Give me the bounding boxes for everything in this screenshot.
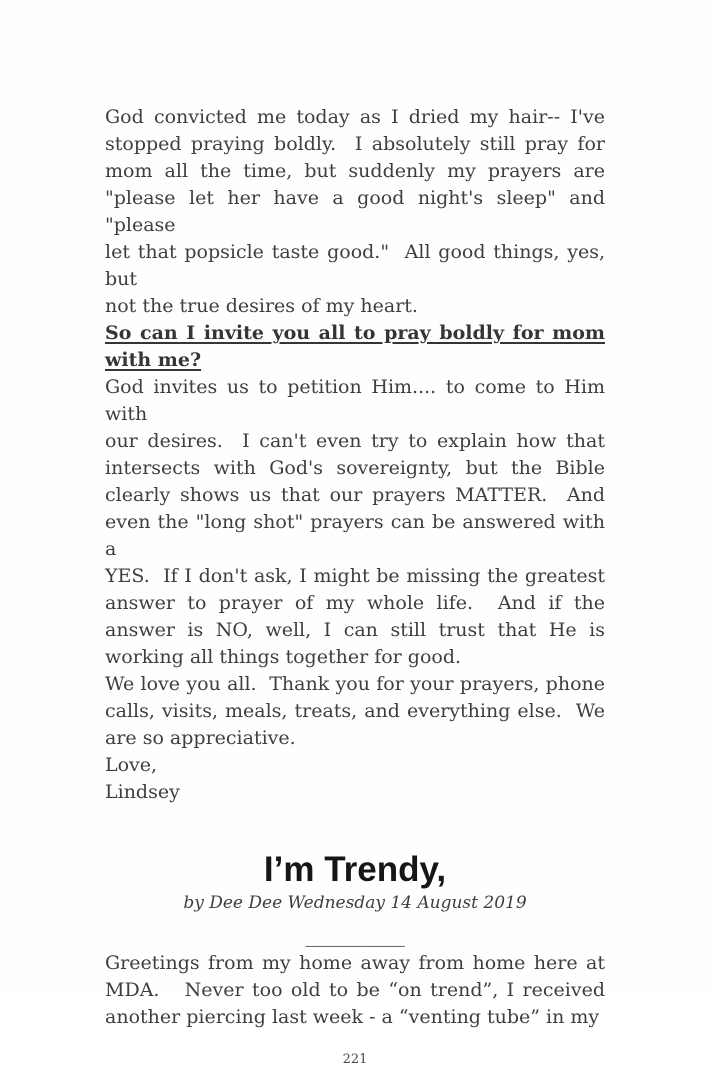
paragraph-line: "please let her have a good night's sleep" and "please (105, 187, 605, 236)
paragraph-greetings (105, 950, 605, 1031)
paragraph-line: Greetings from my home away from home here at (105, 952, 605, 974)
paragraph-line: with me? (105, 349, 202, 371)
paragraph-line: not the true desires of my heart. (105, 295, 418, 317)
paragraph-praying-boldly (105, 104, 605, 320)
paragraph-line: Lindsey (105, 781, 180, 803)
page-content (105, 104, 605, 1068)
post-body (105, 950, 605, 1031)
paragraph-line: calls, visits, meals, treats, and everything else. We (105, 700, 605, 722)
paragraph-line: answer to prayer of my whole life. And if the (105, 592, 605, 614)
paragraph-line: our desires. I can't even try to explain how that (105, 430, 605, 452)
paragraph-line: let that popsicle taste good." All good things, yes, but (105, 241, 605, 290)
paragraph-love (105, 752, 605, 779)
post-header (105, 850, 605, 916)
paragraph-line: YES. If I don't ask, I might be missing the greatest (105, 565, 605, 587)
paragraph-line: Love, (105, 754, 158, 776)
page-number: 221 (342, 1052, 368, 1067)
paragraph-line: So can I invite you all to pray boldly for mom (105, 322, 605, 344)
paragraph-line: working all things together for good. (105, 646, 462, 668)
letter-body (105, 104, 605, 806)
post-title: I’m Trendy, (263, 850, 447, 889)
section-divider: ___________ (305, 925, 405, 947)
post-byline: by Dee Dee Wednesday 14 August 2019 (183, 893, 527, 913)
paragraph-line: clearly shows us that our prayers MATTER. And (105, 484, 605, 506)
paragraph-petition (105, 374, 605, 671)
paragraph-line: stopped praying boldly. I absolutely still pray for (105, 133, 605, 155)
paragraph-line: We love you all. Thank you for your prayers, phone (105, 673, 605, 695)
paragraph-line: are so appreciative. (105, 727, 296, 749)
paragraph-line: mom all the time, but suddenly my prayers are (105, 160, 605, 182)
paragraph-line: MDA. Never too old to be “on trend”, I received (105, 979, 605, 1001)
paragraph-line: answer is NO, well, I can still trust that He is (105, 619, 605, 641)
paragraph-line: God invites us to petition Him.... to come to Him with (105, 376, 605, 425)
paragraph-signature-lindsey (105, 779, 605, 806)
paragraph-line: intersects with God's sovereignty, but the Bible (105, 457, 605, 479)
paragraph-thanks (105, 671, 605, 752)
paragraph-line: another piercing last week - a “venting tube” in my (105, 1006, 600, 1028)
paragraph-line: God convicted me today as I dried my hair-- I've (105, 106, 605, 128)
paragraph-invitation-bold (105, 320, 605, 374)
paragraph-line: even the "long shot" prayers can be answered with a (105, 511, 605, 560)
